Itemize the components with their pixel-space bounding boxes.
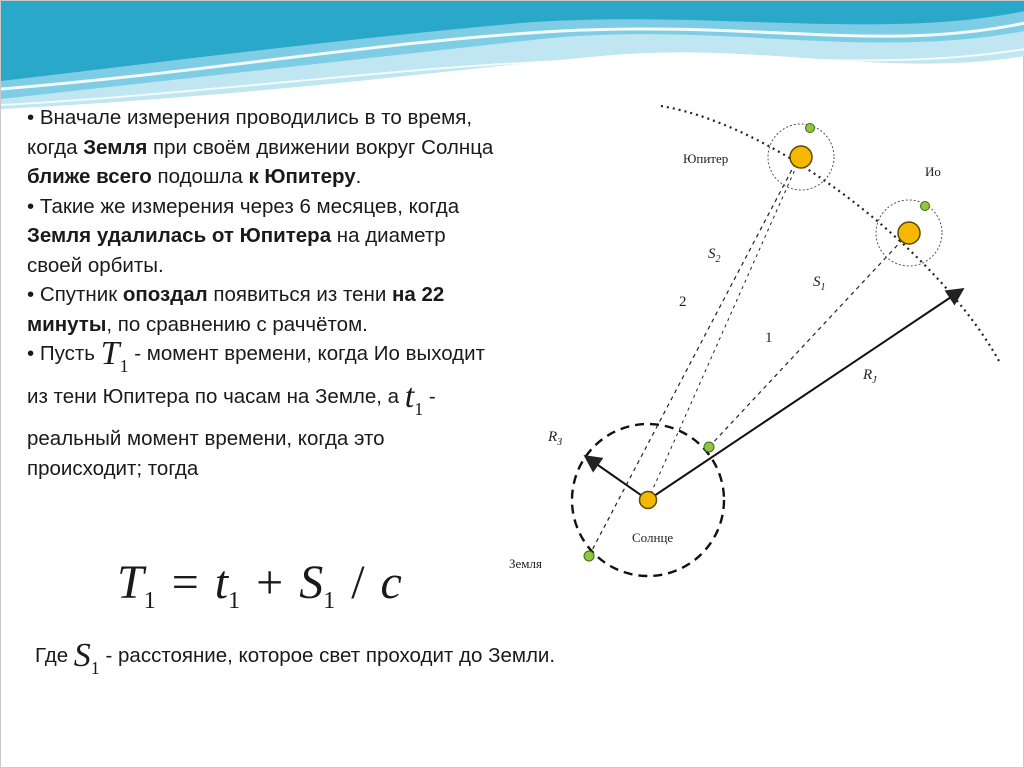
main-formula: $T_1 = t_1 + S_1 / c$ [117,556,402,614]
io-moon-2 [921,202,930,211]
bullet-1: • Вначале измерения проводились в то время, когда Земля при своём движении вокруг Солнца ближе всего подошла к Юпитеру. [27,106,494,188]
bullet-3: • Спутник опоздал появиться из тени на 22 минуты, по сравнению с раччётом. [27,283,445,336]
bullet-list [27,103,497,483]
symbol-t1: $t_1$ [404,377,424,419]
bullet-2: • Такие же измерения через 6 месяцев, когда Земля удалилась от Юпитера на диаметр своей орбиты. [27,194,460,277]
symbol-S1: $S_1$ [73,637,100,678]
jupiter-orbit-path [661,106,999,361]
rj-arrow [648,289,963,500]
io-moon-1 [806,124,815,133]
earth-position-1 [704,442,714,452]
line-s2-2 [589,160,797,556]
label-jupiter: Юпитер [683,151,729,166]
jupiter-planet-1 [790,146,812,168]
jupiter-planet-2 [898,222,920,244]
sun-body [640,492,657,509]
label-r3: $R_З$ [548,429,563,448]
label-rj: $R_J$ [863,367,877,386]
where-definition: Где $S_1$ - расстояние, которое свет проходит до Земли. [35,637,556,678]
label-s2: $S_2$ [708,246,721,265]
bullet-4: • Пусть $T_1$ - момент времени, когда Ио выходит из тени Юпитера по часам на Земле, а $t_1$ - реальный момент времени, когда это происходит; тогда [27,335,485,480]
label-io: Ио [925,164,941,179]
label-sun: Солнце [632,530,674,545]
label-s1: $S_1$ [813,274,826,293]
line-s1-1 [709,236,906,447]
orbit-diagram [501,96,1011,606]
label-line-2: 2 [679,294,687,310]
label-line-1: 1 [765,330,773,346]
earth-position-2 [584,551,594,561]
symbol-T1: $T_1$ [100,335,129,376]
label-earth: Земля [509,556,542,571]
